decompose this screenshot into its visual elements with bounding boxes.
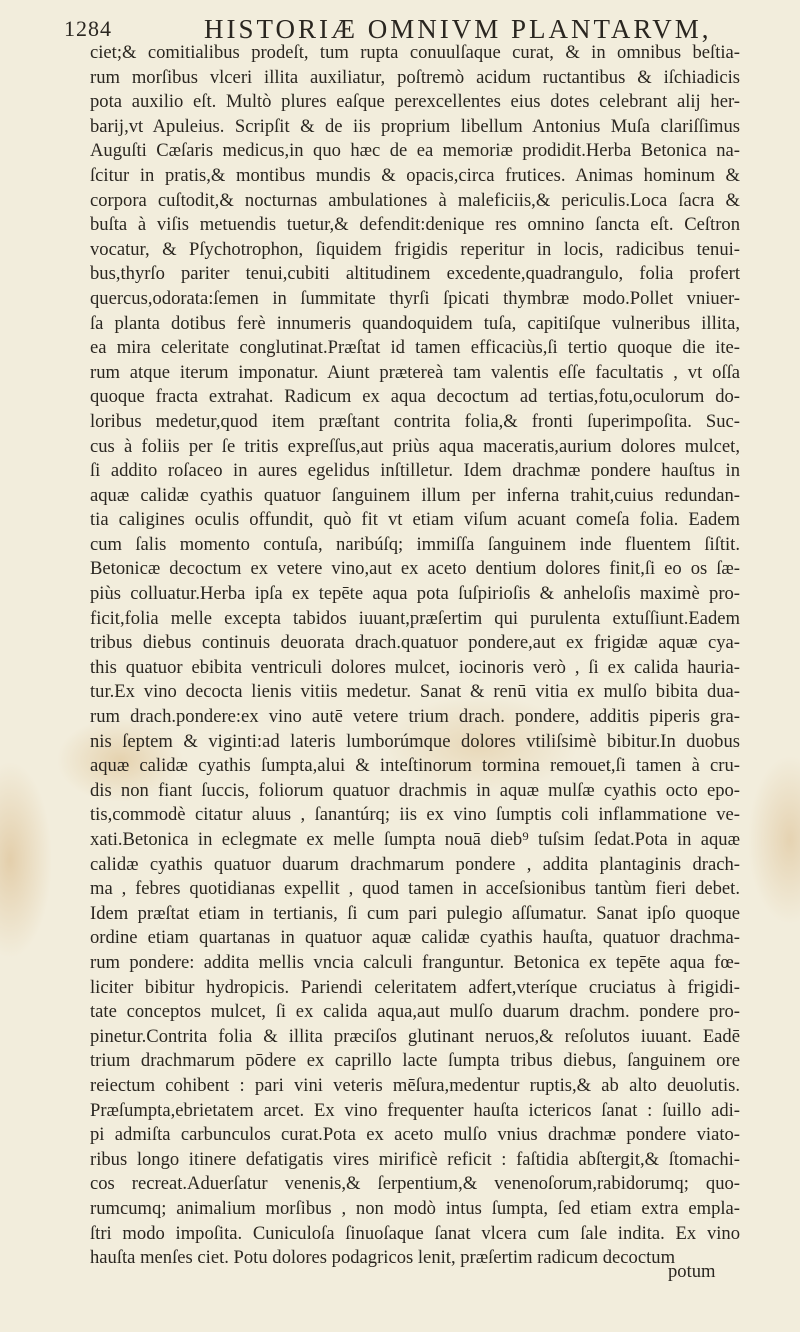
text-line: nis ſeptem & viginti:ad lateris lumborúmque dolores vtiliſsimè bibitur.In duobus xyxy=(90,730,740,752)
text-line: tur.Ex vino decocta lienis vitiis medetur. Sanat & renū vitia ex mulſo bibita dua- xyxy=(90,681,740,703)
text-line: rumcumq; animalium morſibus , non modò intus ſumpta, ſed etiam extra empla- xyxy=(90,1197,740,1219)
text-line: ſcitur in pratis,& montibus mundis & opacis,circa frutices. Animas hominum & xyxy=(90,164,740,186)
text-line: rum drach.pondere:ex vino autē vetere trium drach. pondere, additis piperis gra- xyxy=(90,706,740,728)
text-line: this quatuor ebibita ventriculi dolores mulcet, iocinoris verò , ſi ex calida hauria- xyxy=(90,656,740,678)
text-line: reiectum cohibent : pari vini veteris mēſura,medentur ruptis,& ab alto deuolutis. xyxy=(90,1074,740,1096)
text-line: cos recreat.Aduerſatur venenis,& ſerpentium,& venenoſorum,rabidorumq; quo- xyxy=(90,1173,740,1195)
text-line: ribus longo itinere defatigatis vires mirificè reficit : faſtidia abſtergit,& ſtomachi- xyxy=(90,1148,740,1170)
text-line: corpora cuſtodit,& nocturnas ambulationes à maleficiis,& periculis.Loca ſacra & xyxy=(90,189,740,211)
text-line: Auguſti Cæſaris medicus,in quo hæc de ea memoriæ prodidit.Herba Betonica na- xyxy=(90,140,740,162)
text-line: ea mira celeritate conglutinat.Præſtat id tamen efficaciùs,ſi tertio quoque die ite- xyxy=(90,337,740,359)
text-line: ſa planta dotibus ferè innumeris quandoquidem tuſa, capitiſque vulneribus illita, xyxy=(90,312,740,334)
text-line: vocatur, & Pſychotrophon, ſiquidem frigidis reperitur in locis, radicibus tenui- xyxy=(90,238,740,260)
text-line: calidæ cyathis quatuor duarum drachmarum pondere , addita plantaginis drach- xyxy=(90,853,740,875)
text-line: tia caligines oculis offundit, quò fit vt etiam viſum acuant comeſa folia. Eadem xyxy=(90,509,740,531)
text-line: pota auxilio eſt. Multò plures eaſque perexcellentes eius dotes celebrant alij her- xyxy=(90,91,740,113)
text-line: rum morſibus vlceri illita auxiliatur, poſtremò acidum ructantibus & iſchiadicis xyxy=(90,66,740,88)
text-line: hauſta menſes ciet. Potu dolores podagricos lenit, præſertim radicum decoctum xyxy=(90,1247,676,1269)
text-line: liciter bibitur hydropicis. Pariendi celeritatem adfert,vteríque cruciatus à frigidi- xyxy=(90,976,740,998)
text-line: buſta à viſis metuendis tuetur,& defendit:denique res omnino ſancta eſt. Ceſtron xyxy=(90,214,740,236)
text-line: bus,thyrſo pariter tenui,cubiti altitudinem excedente,quadrangulo, folia profert xyxy=(90,263,740,285)
running-head: HISTORIÆ OMNIVM PLANTARVM, xyxy=(204,14,712,44)
text-line: cus à foliis per ſe tritis expreſſus,aut priùs aqua maceratis,aurium dolores mulcet, xyxy=(90,435,740,457)
text-line: aquæ calidæ cyathis ſumpta,alui & inteſtinorum tormina remouet,ſi tamen à cru- xyxy=(90,755,740,777)
body-text xyxy=(90,41,740,1271)
text-line: Betonicæ decoctum ex vetere vino,aut ex aceto dentium dolores finit,ſi eo os ſæ- xyxy=(90,558,740,580)
text-line: ma , febres quotidianas expellit , quod tamen in acceſsionibus tantùm fieri debet. xyxy=(90,878,740,900)
text-line: pinetur.Contrita folia & illita præciſos glutinant neruos,& reſolutos iuuant. Eadē xyxy=(90,1025,740,1047)
text-line: piùs colluatur.Herba ipſa ex tepēte aqua pota ſuſpirioſis & anheloſis maximè pro- xyxy=(90,583,740,605)
text-line: ordine etiam quartanas in quatuor aquæ calidæ cyathis hauſta, quatuor drachma- xyxy=(90,927,740,949)
text-line: trium drachmarum pōdere ex caprillo lacte ſumpta tribus diebus, ſanguinem ore xyxy=(90,1050,740,1072)
text-line: ſi addito roſaceo in aures egelidus inſtilletur. Idem drachmæ pondere hauſtus in xyxy=(90,460,740,482)
text-line: pi admiſta carbunculos curat.Pota ex aceto mulſo vnius drachmæ pondere viato- xyxy=(90,1124,740,1146)
text-line: rum pondere: addita mellis vncia calculi franguntur. Betonica ex tepēte aqua fœ- xyxy=(90,951,740,973)
text-line: ficit,folia melle excepta tabidos iuuant,præſertim qui purulenta extuſſiunt.Eadem xyxy=(90,607,740,629)
text-line: rum atque iterum imponatur. Aiunt prætereà tam valentis eſſe facultatis , vt oſſa xyxy=(90,361,740,383)
text-line: aquæ calidæ cyathis quatuor ſanguinem illum per inferna trahit,cuius redundan- xyxy=(90,484,740,506)
text-line: quoque fracta extrahat. Radicum ex aqua decoctum ad tertias,fotu,oculorum do- xyxy=(90,386,740,408)
text-line: dis non fiant ſuccis, foliorum quatuor drachmis in aquæ mulſæ cyathis octo epo- xyxy=(90,779,740,801)
text-line: tate conceptos mulcet, ſi ex calida aqua,aut mulſo duarum drachm. pondere pro- xyxy=(90,1001,740,1023)
text-line: tis,commodè citatur aluus , ſanantúrq; iis ex vino ſumptis coli inflammatione ve- xyxy=(90,804,740,826)
text-line: cum ſalis momento contuſa, naribúſq; immiſſa ſanguinem inde fluentem ſiſtit. xyxy=(90,533,740,555)
text-line: Præſumpta,ebrietatem arcet. Ex vino frequenter hauſta ictericos ſanat : ſuillo adi- xyxy=(90,1099,740,1121)
catchword: potum xyxy=(668,1261,716,1282)
text-line: ſtri modo impoſita. Cuniculoſa ſinuoſaque ſanat vlcera cum ſale indita. Ex vino xyxy=(90,1222,740,1244)
text-line: xati.Betonica in eclegmate ex melle ſumpta nouā dieb⁹ tuſsim ſedat.Pota in aquæ xyxy=(90,829,740,850)
text-line: tribus diebus continuis deuorata drach.quatuor pondere,aut ex frigidæ aquæ cya- xyxy=(90,632,740,654)
text-line: Idem præſtat etiam in tertianis, ſi cum pari pulegio aſſumatur. Sanat ipſo quoque xyxy=(90,902,740,924)
text-line: barij,vt Apuleius. Scripſit & de iis proprium libellum Antonius Muſa clariſſimus xyxy=(90,115,740,137)
text-line: quercus,odorata:ſemen in ſummitate thyrſi ſpicati thymbræ modo.Pollet vniuer- xyxy=(90,287,740,309)
text-line: loribus medetur,quod item præſtant contrita folia,& fronti ſuperimpoſita. Suc- xyxy=(90,410,740,432)
page-number: 1284 xyxy=(64,16,112,41)
text-line: ciet;& comitialibus prodeſt, tum rupta conuulſaque curat, & in omnibus beſtia- xyxy=(90,42,740,63)
